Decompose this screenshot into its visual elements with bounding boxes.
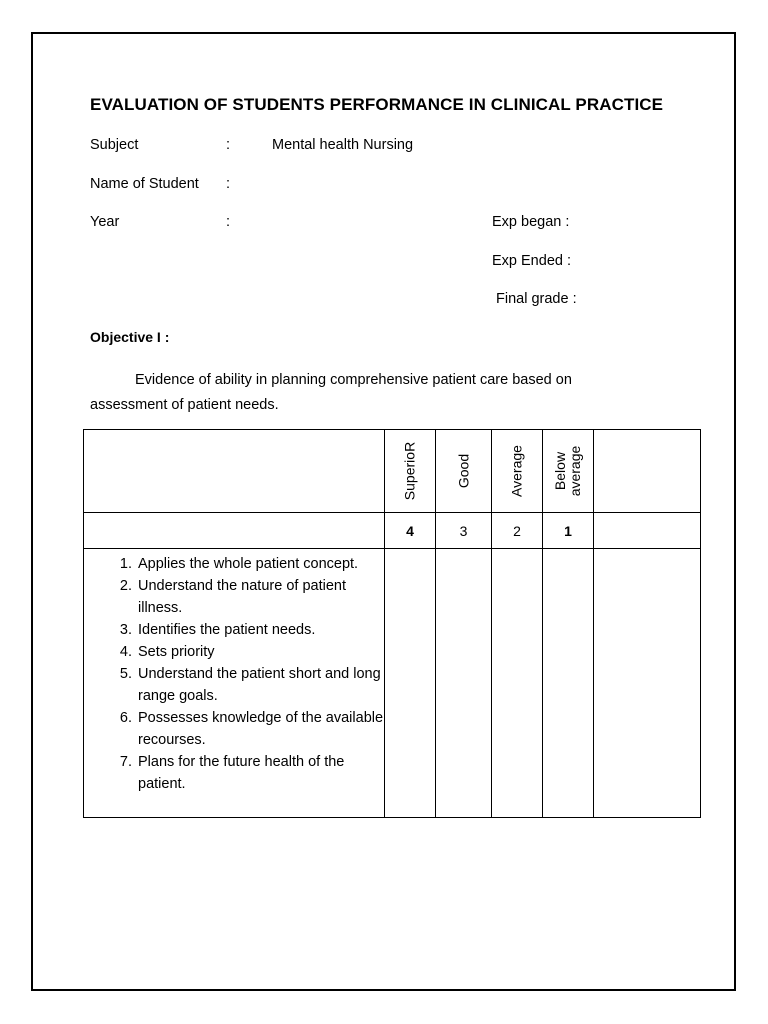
- rating-header-good: Good: [455, 453, 471, 489]
- rating-header-average: Average: [508, 445, 525, 497]
- score-below-average: 1: [543, 513, 594, 549]
- rating-header-below-average: Below average: [552, 445, 583, 497]
- header-superior-cell: [385, 430, 436, 513]
- rating-cell-superior[interactable]: [385, 549, 436, 818]
- criteria-list-cell: [84, 549, 385, 818]
- header-remarks-cell: [594, 430, 701, 513]
- objective-heading: Objective I :: [90, 329, 170, 345]
- score-criteria-cell: [84, 513, 385, 549]
- objective-description: Evidence of ability in planning comprehensive patient care based on assessment of patient needs.: [90, 372, 572, 413]
- criteria-item: 1. Applies the whole patient concept.: [136, 553, 384, 575]
- rating-cell-below-average[interactable]: [543, 549, 594, 818]
- evaluation-table: [83, 429, 701, 818]
- criteria-item: 6. Possesses knowledge of the available recourses.: [136, 707, 384, 751]
- subject-colon: :: [226, 137, 231, 153]
- score-good: 3: [436, 513, 492, 549]
- criteria-item: 2. Understand the nature of patient illness.: [136, 575, 384, 619]
- student-name-label: Name of Student: [90, 176, 199, 192]
- year-colon: :: [226, 214, 231, 230]
- final-grade-label: Final grade :: [496, 291, 577, 307]
- criteria-item: 4. Sets priority: [136, 641, 384, 663]
- subject-value: Mental health Nursing: [272, 137, 414, 153]
- table-score-row: [84, 513, 701, 549]
- document-title: EVALUATION OF STUDENTS PERFORMANCE IN CLINICAL PRACTICE: [90, 95, 664, 114]
- rating-cell-good[interactable]: [436, 549, 492, 818]
- score-average: 2: [492, 513, 543, 549]
- year-label: Year: [90, 214, 120, 230]
- exp-ended-label: Exp Ended :: [492, 253, 571, 269]
- score-remarks-cell: [594, 513, 701, 549]
- header-criteria-cell: [84, 430, 385, 513]
- exp-began-label: Exp began :: [492, 214, 570, 230]
- criteria-list: [84, 553, 384, 795]
- subject-label: Subject: [90, 137, 139, 153]
- table-header-row: [84, 430, 701, 513]
- table-items-row: [84, 549, 701, 818]
- rating-header-superior: SuperioR: [401, 441, 418, 501]
- header-below-average-cell: [543, 430, 594, 513]
- header-average-cell: [492, 430, 543, 513]
- criteria-item: 7. Plans for the future health of the patient.: [136, 751, 384, 795]
- rating-cell-average[interactable]: [492, 549, 543, 818]
- remarks-cell[interactable]: [594, 549, 701, 818]
- student-name-colon: :: [226, 176, 231, 192]
- score-superior: 4: [385, 513, 436, 549]
- criteria-item: 5. Understand the patient short and long range goals.: [136, 663, 384, 707]
- header-good-cell: [436, 430, 492, 513]
- criteria-item: 3. Identifies the patient needs.: [136, 619, 384, 641]
